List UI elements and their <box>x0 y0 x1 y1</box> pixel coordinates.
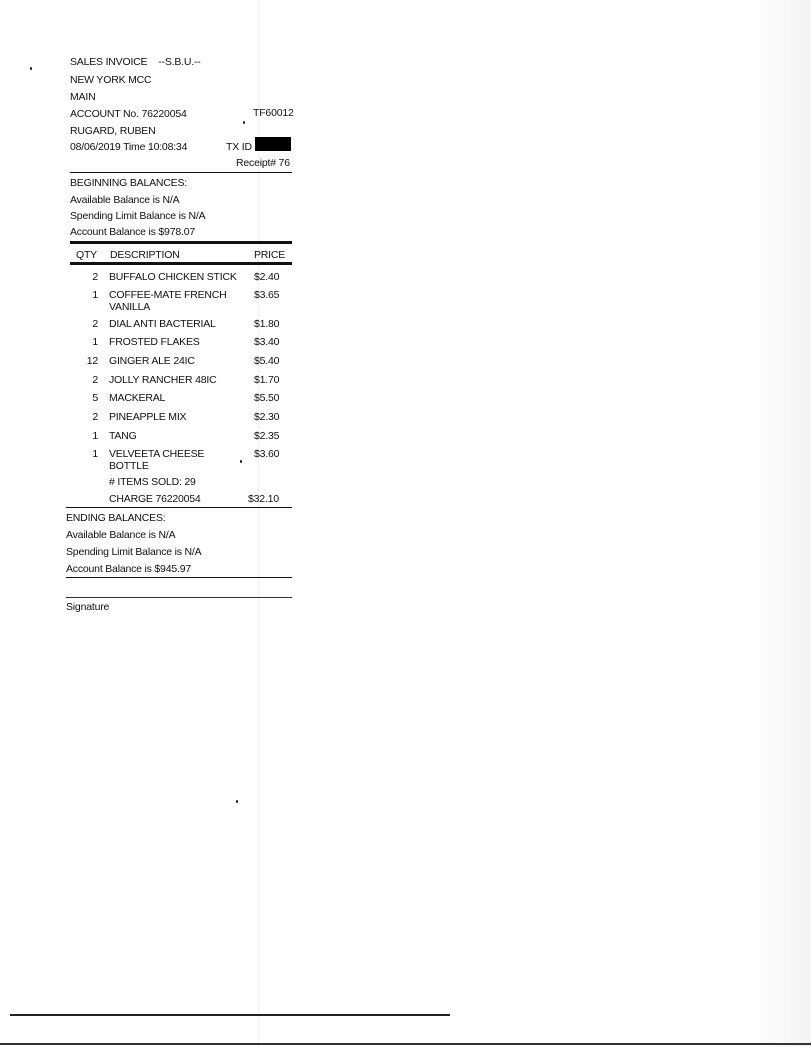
row-price: $1.80 <box>254 318 280 330</box>
tx-id-label: TX ID <box>226 141 252 153</box>
beginning-balances-heading: BEGINNING BALANCES: <box>70 177 187 189</box>
row-qty: 1 <box>92 289 98 301</box>
row-description-line2: VANILLA <box>109 301 151 313</box>
row-price: $1.70 <box>254 374 280 386</box>
charge-total: $32.10 <box>248 493 279 505</box>
row-qty: 2 <box>92 374 98 386</box>
ending-account-balance: Account Balance is $945.97 <box>66 563 191 575</box>
column-header-price: PRICE <box>254 249 286 261</box>
branch-name: MAIN <box>70 91 96 103</box>
row-price: $3.40 <box>254 336 280 348</box>
row-description: VELVEETA CHEESE <box>109 448 205 460</box>
page-edge-shadow <box>751 0 811 1047</box>
row-qty: 1 <box>92 336 98 348</box>
signature-line <box>66 597 292 598</box>
invoice-title-text: SALES INVOICE <box>70 56 148 68</box>
row-price: $2.40 <box>254 271 280 283</box>
customer-name: RUGARD, RUBEN <box>70 125 156 137</box>
beginning-account-balance: Account Balance is $978.07 <box>70 226 195 238</box>
items-sold-count: # ITEMS SOLD: 29 <box>109 476 196 488</box>
row-qty: 2 <box>92 271 98 283</box>
row-price: $3.60 <box>254 448 280 460</box>
row-description: COFFEE-MATE FRENCH <box>109 289 227 301</box>
invoice-title <box>70 56 201 68</box>
receipt-number: Receipt# 76 <box>236 157 290 169</box>
page-bottom-edge <box>0 1043 811 1045</box>
redaction-box <box>255 137 291 151</box>
row-price: $5.50 <box>254 392 280 404</box>
row-description: TANG <box>109 430 137 442</box>
row-price: $5.40 <box>254 355 280 367</box>
row-description: JOLLY RANCHER 48IC <box>109 374 217 386</box>
row-description: BUFFALO CHICKEN STICK <box>109 271 237 283</box>
scan-speck <box>30 67 32 70</box>
charge-account: CHARGE 76220054 <box>109 493 201 505</box>
row-price: $2.35 <box>254 430 280 442</box>
row-description: MACKERAL <box>109 392 166 404</box>
signature-label: Signature <box>66 601 110 613</box>
scan-speck <box>243 121 245 124</box>
sbu-text: --S.B.U.-- <box>158 56 201 68</box>
terminal-id: TF60012 <box>253 107 294 119</box>
row-qty: 1 <box>92 430 98 442</box>
row-description-line2: BOTTLE <box>109 460 149 472</box>
row-description: PINEAPPLE MIX <box>109 411 187 423</box>
row-description: DIAL ANTI BACTERIAL <box>109 318 216 330</box>
column-header-description: DESCRIPTION <box>110 249 180 261</box>
row-qty: 1 <box>92 448 98 460</box>
row-qty: 12 <box>86 355 98 367</box>
row-description: GINGER ALE 24IC <box>109 355 195 367</box>
row-description: FROSTED FLAKES <box>109 336 200 348</box>
transaction-datetime: 08/06/2019 Time 10:08:34 <box>70 141 188 153</box>
row-qty: 5 <box>92 392 98 404</box>
page-bottom-rule <box>10 1014 450 1016</box>
facility-name: NEW YORK MCC <box>70 74 152 86</box>
ending-balances-heading: ENDING BALANCES: <box>66 512 166 524</box>
beginning-spending-limit: Spending Limit Balance is N/A <box>70 210 206 222</box>
divider <box>66 507 292 508</box>
divider <box>66 577 292 578</box>
beginning-available-balance: Available Balance is N/A <box>70 194 180 206</box>
divider <box>70 172 292 173</box>
divider <box>70 262 292 265</box>
column-header-qty: QTY <box>76 249 97 261</box>
ending-spending-limit: Spending Limit Balance is N/A <box>66 546 202 558</box>
row-price: $2.30 <box>254 411 280 423</box>
divider <box>70 241 292 244</box>
scan-speck <box>236 800 238 803</box>
ending-available-balance: Available Balance is N/A <box>66 529 176 541</box>
scan-speck <box>240 460 242 463</box>
row-qty: 2 <box>92 411 98 423</box>
account-number: ACCOUNT No. 76220054 <box>70 108 187 120</box>
row-price: $3.65 <box>254 289 280 301</box>
row-qty: 2 <box>92 318 98 330</box>
